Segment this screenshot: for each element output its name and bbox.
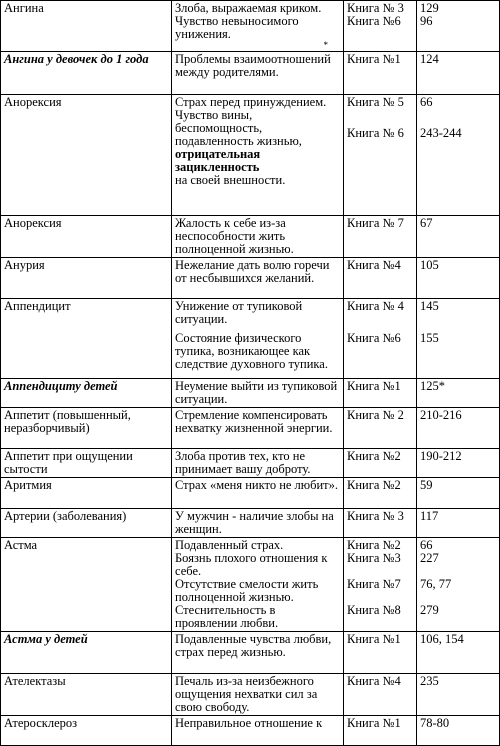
cause-cell: Стремление компенсировать нехватку жизненной энергии. xyxy=(172,408,344,449)
cause-cell: Подавленный страх. Боязнь плохого отношения к себе. Отсутствие смелости жить полноценной жизнью. Стеснительность в проявлении любви. xyxy=(172,538,344,632)
table-row xyxy=(1,716,500,746)
page-cell: 124 xyxy=(417,52,500,95)
page-cell: 59 xyxy=(417,478,500,509)
table-row xyxy=(1,52,500,95)
book-cell: Книга №1 xyxy=(344,52,417,95)
book-cell: Книга №1 xyxy=(344,716,417,746)
cause-cell: Унижение от тупиковой ситуации. Состояние физического тупика, возникающее как следствие духовного тупика. xyxy=(172,299,344,379)
page-cell: 145 155 xyxy=(417,299,500,379)
page-cell: 66 243-244 xyxy=(417,95,500,216)
book-cell: Книга № 4 Книга №6 xyxy=(344,299,417,379)
table-row xyxy=(1,216,500,258)
table-row xyxy=(1,449,500,478)
book-cell: Книга №2 xyxy=(344,449,417,478)
book-cell: Книга № 3 xyxy=(344,509,417,538)
page-cell: 235 xyxy=(417,674,500,716)
book-cell: Книга № 3 Книга №6 xyxy=(344,1,417,52)
disease-cell: Ангина у девочек до 1 года xyxy=(1,52,172,95)
page-cell: 117 xyxy=(417,509,500,538)
book-cell: Книга №2 Книга №3 Книга №7 Книга №8 xyxy=(344,538,417,632)
disease-cell: Астма xyxy=(1,538,172,632)
disease-cell: Ангина xyxy=(1,1,172,52)
table-row xyxy=(1,95,500,216)
disease-cell: Анорексия xyxy=(1,95,172,216)
cause-cell: Злоба, выражаемая криком. Чувство невыносимого унижения. * xyxy=(172,1,344,52)
page-cell: 125* xyxy=(417,379,500,408)
table-row xyxy=(1,538,500,632)
cause-cell: Нежелание дать волю горечи от несбывшихся желаний. xyxy=(172,258,344,299)
disease-cell: Аппендициту детей xyxy=(1,379,172,408)
cause-cell: Жалость к себе из-за неспособности жить полноценной жизнью. xyxy=(172,216,344,258)
cause-cell: Страх перед принуждением. Чувство вины, беспомощность, подавленность жизнью, отрицательная зацикленность на своей внешности. xyxy=(172,95,344,216)
disease-cell: Артерии (заболевания) xyxy=(1,509,172,538)
disease-cell: Аритмия xyxy=(1,478,172,509)
cause-cell: Подавленные чувства любви, страх перед жизнью. xyxy=(172,632,344,674)
book-cell: Книга №2 xyxy=(344,478,417,509)
table-row xyxy=(1,408,500,449)
page-cell: 105 xyxy=(417,258,500,299)
table-row xyxy=(1,379,500,408)
page-cell: 66 227 76, 77 279 xyxy=(417,538,500,632)
cause-cell: Проблемы взаимоотношений между родителями. xyxy=(172,52,344,95)
book-cell: Книга № 2 xyxy=(344,408,417,449)
page-cell: 190-212 xyxy=(417,449,500,478)
table-row xyxy=(1,258,500,299)
table-row xyxy=(1,674,500,716)
book-cell: Книга №1 xyxy=(344,379,417,408)
cause-cell: Неправильное отношение к xyxy=(172,716,344,746)
cause-cell: Неумение выйти из тупиковой ситуации. xyxy=(172,379,344,408)
table-row xyxy=(1,632,500,674)
disease-cell: Аппендицит xyxy=(1,299,172,379)
table-row xyxy=(1,299,500,379)
book-cell: Книга №1 xyxy=(344,632,417,674)
book-cell: Книга № 7 xyxy=(344,216,417,258)
disease-cell: Атеросклероз xyxy=(1,716,172,746)
disease-cell: Астма у детей xyxy=(1,632,172,674)
page-cell: 129 96 xyxy=(417,1,500,52)
disease-cell: Анурия xyxy=(1,258,172,299)
disease-cell: Анорексия xyxy=(1,216,172,258)
cause-cell: Злоба против тех, кто не принимает вашу доброту. xyxy=(172,449,344,478)
disease-cell: Ателектазы xyxy=(1,674,172,716)
disease-cell: Аппетит при ощущении сытости xyxy=(1,449,172,478)
table-row xyxy=(1,478,500,509)
table-row xyxy=(1,509,500,538)
disease-cell: Аппетит (повышенный, неразборчивый) xyxy=(1,408,172,449)
cause-cell: Страх «меня никто не любит». xyxy=(172,478,344,509)
page-cell: 67 xyxy=(417,216,500,258)
book-cell: Книга №4 xyxy=(344,674,417,716)
book-cell: Книга №4 xyxy=(344,258,417,299)
page-cell: 106, 154 xyxy=(417,632,500,674)
cause-cell: Печаль из-за неизбежного ощущения нехватки сил за свою свободу. xyxy=(172,674,344,716)
footnote-mark: * xyxy=(323,40,328,50)
cause-cell: У мужчин - наличие злобы на женщин. xyxy=(172,509,344,538)
book-cell: Книга № 5 Книга № 6 xyxy=(344,95,417,216)
table-row xyxy=(1,1,500,52)
page-cell: 78-80 xyxy=(417,716,500,746)
page-cell: 210-216 xyxy=(417,408,500,449)
